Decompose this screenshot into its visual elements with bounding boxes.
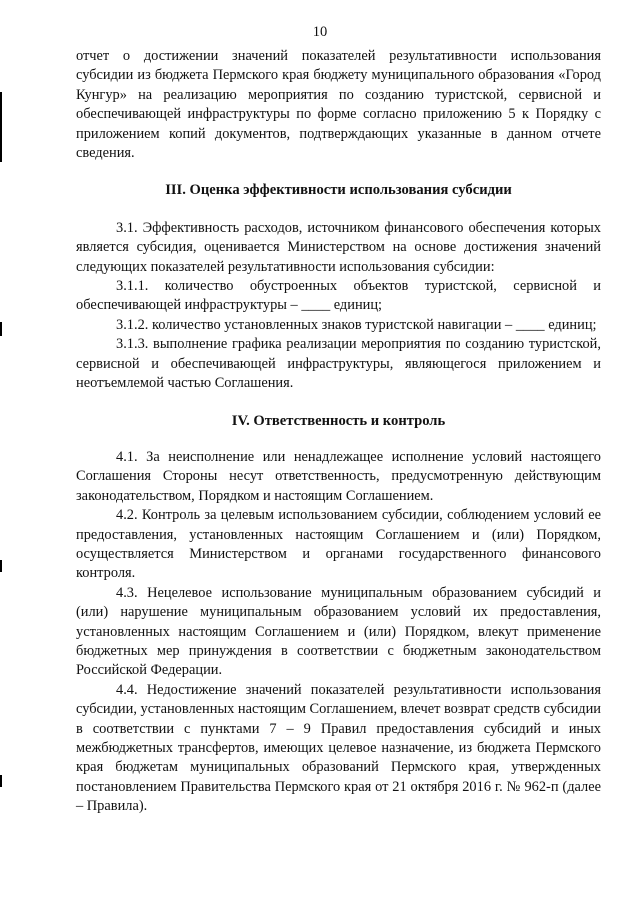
scan-edge-mark xyxy=(0,92,2,162)
paragraph-3-1-3: 3.1.3. выполнение графика реализации мероприятия по созданию туристской, сервисной и обеспечивающей инфраструктуры, являющегося приложением и неотъемлемой частью Соглашения. xyxy=(76,336,601,392)
section-3-title: III. Оценка эффективности использования субсидии xyxy=(165,182,512,199)
paragraph-4-1: 4.1. За неисполнение или ненадлежащее исполнение условий настоящего Соглашения Стороны несут ответственность, предусмотренную действующим законодательством, Порядком и настоящим Соглашением. xyxy=(76,448,601,504)
paragraph-3-1-1: 3.1.1. количество обустроенных объектов туристской, сервисной и обеспечивающей инфраструктуры – ____ единиц; xyxy=(76,278,601,314)
intro-paragraph: отчет о достижении значений показателей результативности использования субсидии из бюджета Пермского края бюджету муниципального образования «Город Кунгур» на реализацию мероприятия по созданию туристской, сервисной и обеспечивающей инфраструктуры по форме согласно приложению 5 к Порядку с приложением копий документов, подтверждающих указанные в данном отчете сведения. xyxy=(76,48,601,162)
document-body xyxy=(76,47,601,817)
scan-edge-mark xyxy=(0,322,2,336)
section-4-title: IV. Ответственность и контроль xyxy=(231,412,446,429)
paragraph-3-1-2: 3.1.2. количество установленных знаков туристской навигации – ____ единиц; xyxy=(116,316,597,333)
paragraph-3-1: 3.1. Эффективность расходов, источником финансового обеспечения которых является субсидия, оценивается Министерством на основе достижения значений следующих показателей результативности использования субсидии: xyxy=(76,219,601,275)
paragraph-4-2: 4.2. Контроль за целевым использованием субсидии, соблюдением условий ее предоставления, установленных настоящим Соглашением и (или) Порядком, осуществляется Министерством и органами государственного финансового контроля. xyxy=(76,507,601,582)
scan-edge-mark xyxy=(0,775,2,787)
scan-edge-mark xyxy=(0,560,2,572)
paragraph-4-3: 4.3. Нецелевое использование муниципальным образованием субсидий и (или) нарушение муниципальным образованием условий их предоставления, установленных настоящим Соглашением и (или) Порядком, влекут применение бюджетных мер принуждения в соответствии с бюджетным законодательством Российской Федерации. xyxy=(76,584,601,679)
page-number: 10 xyxy=(312,24,328,40)
paragraph-4-4: 4.4. Недостижение значений показателей результативности использования субсидии, установленных настоящим Соглашением, влечет возврат средств субсидии в соответствии с пунктами 7 – 9 Правил предоставления субсидий и иных межбюджетных трансфертов, имеющих целевое назначение, из бюджета Пермского края бюджетам муниципальных образований Пермского края, утвержденных постановлением Правительства Пермского края от 21 октября 2016 г. № 962-п (далее – Правила). xyxy=(76,681,601,815)
